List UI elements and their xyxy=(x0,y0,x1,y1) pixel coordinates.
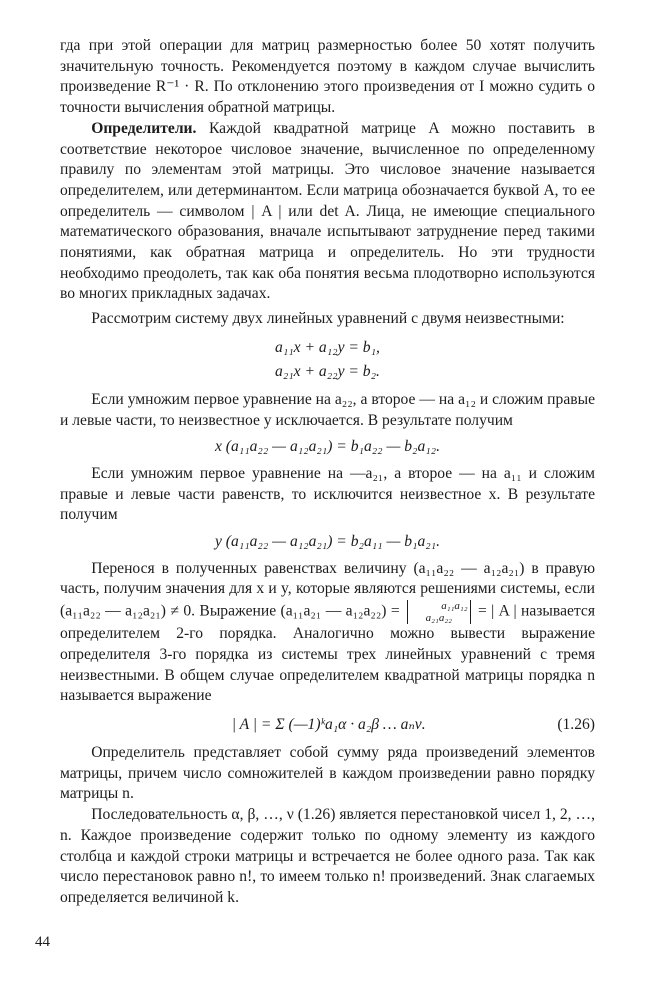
determinant-row-2: a₂₁a₂₂ xyxy=(425,612,452,625)
paragraph-determinant-part1: Перенося в полученных равенствах величину (a₁₁a₂₂ — a₁₂a₂₁) в правую часть, получим значения для x и y, которые являются решениями системы, если (a₁₁a₂₂ — a₁₂a₂₁) ≠ 0. Выражение (a₁₁a₂₁ — a₁₂a₂₂) = xyxy=(60,559,595,620)
equation-1-26-formula: | A | = Σ (—1)ᵏa₁α · a₂β … aₙν. xyxy=(231,715,426,733)
equation-line-1: a₁₁x + a₁₂y = b₁, xyxy=(275,338,380,356)
paragraph-determinants-body: Каждой квадратной матрице A можно поставить в соответствие некоторое числовое значение, вычисленное по определенному правилу по элементам этой матрицы. Это числовое значение называется определителем, или детерминантом. Если матрица обозначается буквой A, то ее определитель — символом | A | или det A. Лица, не имеющие специального математического образования, вначале испытывают затруднение перед такими понятиями, как обратная матрица и определитель. Но эти трудности необходимо преодолеть, так как оба понятия весьма плодотворно используются во многих прикладных задачах. xyxy=(60,119,595,303)
equation-number: (1.26) xyxy=(557,715,595,733)
paragraph-continuation: гда при этой операции для матриц размерностью более 50 хотят получить значительную точность. Рекомендуется поэтому в каждом случае вычислить произведение R⁻¹ · R. По отклонению этого произведения от I можно судить о точности вычисления обратной матрицы. xyxy=(60,37,595,117)
paragraph-system-intro: Рассмотрим систему двух линейных уравнений с двумя неизвестными: xyxy=(91,310,565,328)
page-number: 44 xyxy=(35,934,50,950)
determinant-row-1: a₁₁a₁₂ xyxy=(441,600,468,613)
paragraph-sum-of-products: Определитель представляет собой сумму ряда произведений элементов матрицы, причем число сомножителей в каждом произведении равно порядку матрицы n. xyxy=(60,743,595,803)
equation-system xyxy=(60,336,595,384)
paragraph-determinant-definition xyxy=(60,559,595,707)
equation-line-2: a₂₁x + a₂₂y = b₂. xyxy=(275,362,380,380)
determinant-matrix xyxy=(407,600,470,624)
equation-x: x (a₁₁a₂₂ — a₁₂a₂₁) = b₁a₂₂ — b₂a₁₂. xyxy=(214,438,441,456)
section-heading: Определители. xyxy=(91,119,197,137)
equation-y: y (a₁₁a₂₂ — a₁₂a₂₁) = b₂a₁₁ — b₁a₂₁. xyxy=(214,533,441,551)
paragraph-eliminate-x: Если умножим первое уравнение на —a₂₁, а второе — на a₁₁ и сложим правые и левые части равенств, то исключится неизвестное x. В результате получим xyxy=(60,464,595,524)
paragraph-permutation: Последовательность α, β, …, ν (1.26) является перестановкой чисел 1, 2, …, n. Каждое произведение содержит только по одному элементу из каждого столбца и каждой строки матрицы и встречается не более одного раза. Так как число перестановок равно n!, то имеем только n! произведений. Знак слагаемых определяется величиной k. xyxy=(60,806,595,906)
paragraph-eliminate-y: Если умножим первое уравнение на a₂₂, а второе — на a₁₂ и сложим правые и левые части, то неизвестное y исключается. В результате получим xyxy=(60,390,595,429)
equation-1-26 xyxy=(60,713,595,737)
paragraph-determinant-part2: = | A | называется определителем 2-го порядка. Аналогично можно вывести выражение определителя 3-го порядка из системы трех линейных уравнений с тремя неизвестными. В общем случае определителем квадратной матрицы порядка n называется выражение xyxy=(60,602,596,705)
paragraph-determinants xyxy=(60,119,595,305)
